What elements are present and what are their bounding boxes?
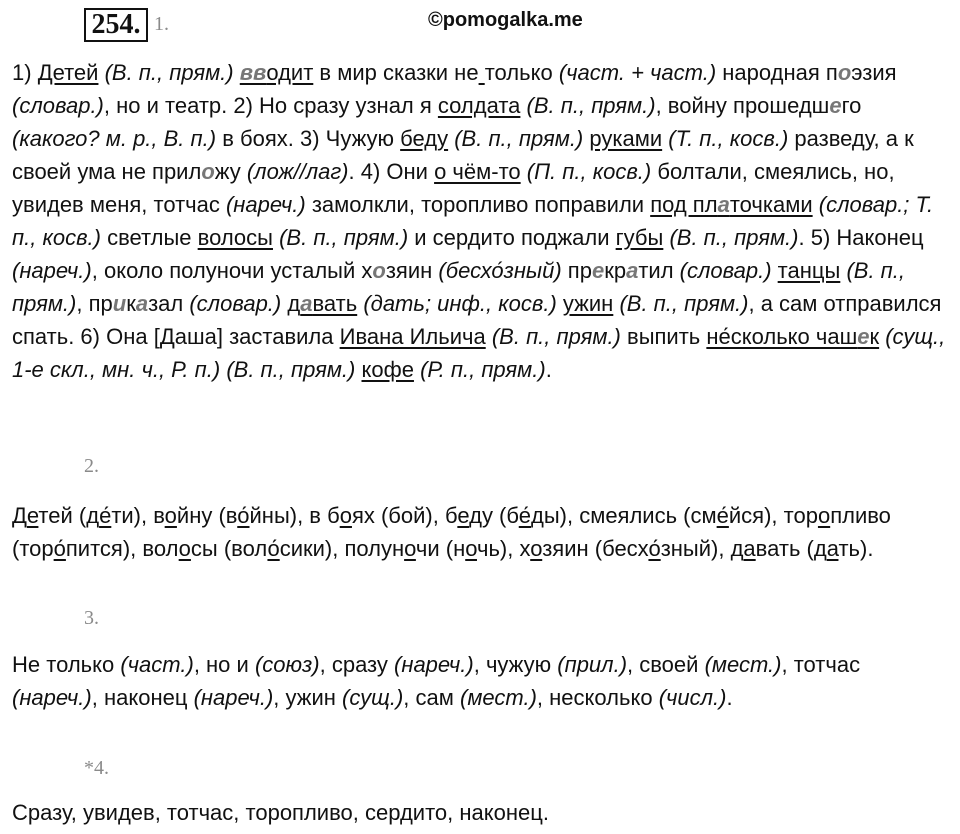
part-1-text: 1) Детей (В. п., прям.) вводит в мир сказки не только (част. + част.) народная поэзия (словар.), но и театр. 2) Но сразу узнал я солдата (В. п., прям.), войну прошедшего (какого? м. р., В. п.) в боях. 3) Чужую беду (В. п., прям.) руками (Т. п., косв.) разведу, а к своей ума не приложу (лож//лаг). 4) Они о чём-то (П. п., косв.) болтали, смеялись, но, увидев меня, тотчас (нареч.) замолкли, торопливо поправили под платочками (словар.; Т. п., косв.) светлые волосы (В. п., прям.) и сердито поджали губы (В. п., прям.). 5) Наконец (нареч.), около полуночи усталый хозяин (бесхо́зный) прекратил (словар.) танцы (В. п., прям.), приказал (словар.) давать (дать; инф., косв.) ужин (В. п., прям.), а сам отправился спать. 6) Она [Даша] заставила Ивана Ильича (В. п., прям.) выпить не́сколько чашек (сущ., 1-е скл., мн. ч., Р. п.) (В. п., прям.) кофе (Р. п., прям.). <box>12 60 946 382</box>
part-3-label: 3. <box>84 607 99 629</box>
part-2-label: 2. <box>84 455 99 477</box>
watermark: ©pomogalka.me <box>428 9 583 31</box>
part-3-text: Не только (част.), но и (союз), сразу (нареч.), чужую (прил.), своей (мест.), тотчас (нареч.), наконец (нареч.), ужин (сущ.), сам (мест.), несколько (числ.). <box>12 652 861 710</box>
exercise-number: 254. <box>84 8 148 42</box>
part-1-label: 1. <box>154 13 169 35</box>
part-4-label: *4. <box>84 757 109 779</box>
part-4-text: Сразу, увидев, тотчас, торопливо, сердито, наконец. <box>12 800 549 825</box>
part-2-text: Детей (де́ти), войну (во́йны), в боях (бой), беду (бе́ды), смеялись (сме́йся), торопливо (торо́пится), волосы (воло́сики), полуночи (ночь), хозяин (бесхо́зный), давать (дать). <box>12 503 891 561</box>
